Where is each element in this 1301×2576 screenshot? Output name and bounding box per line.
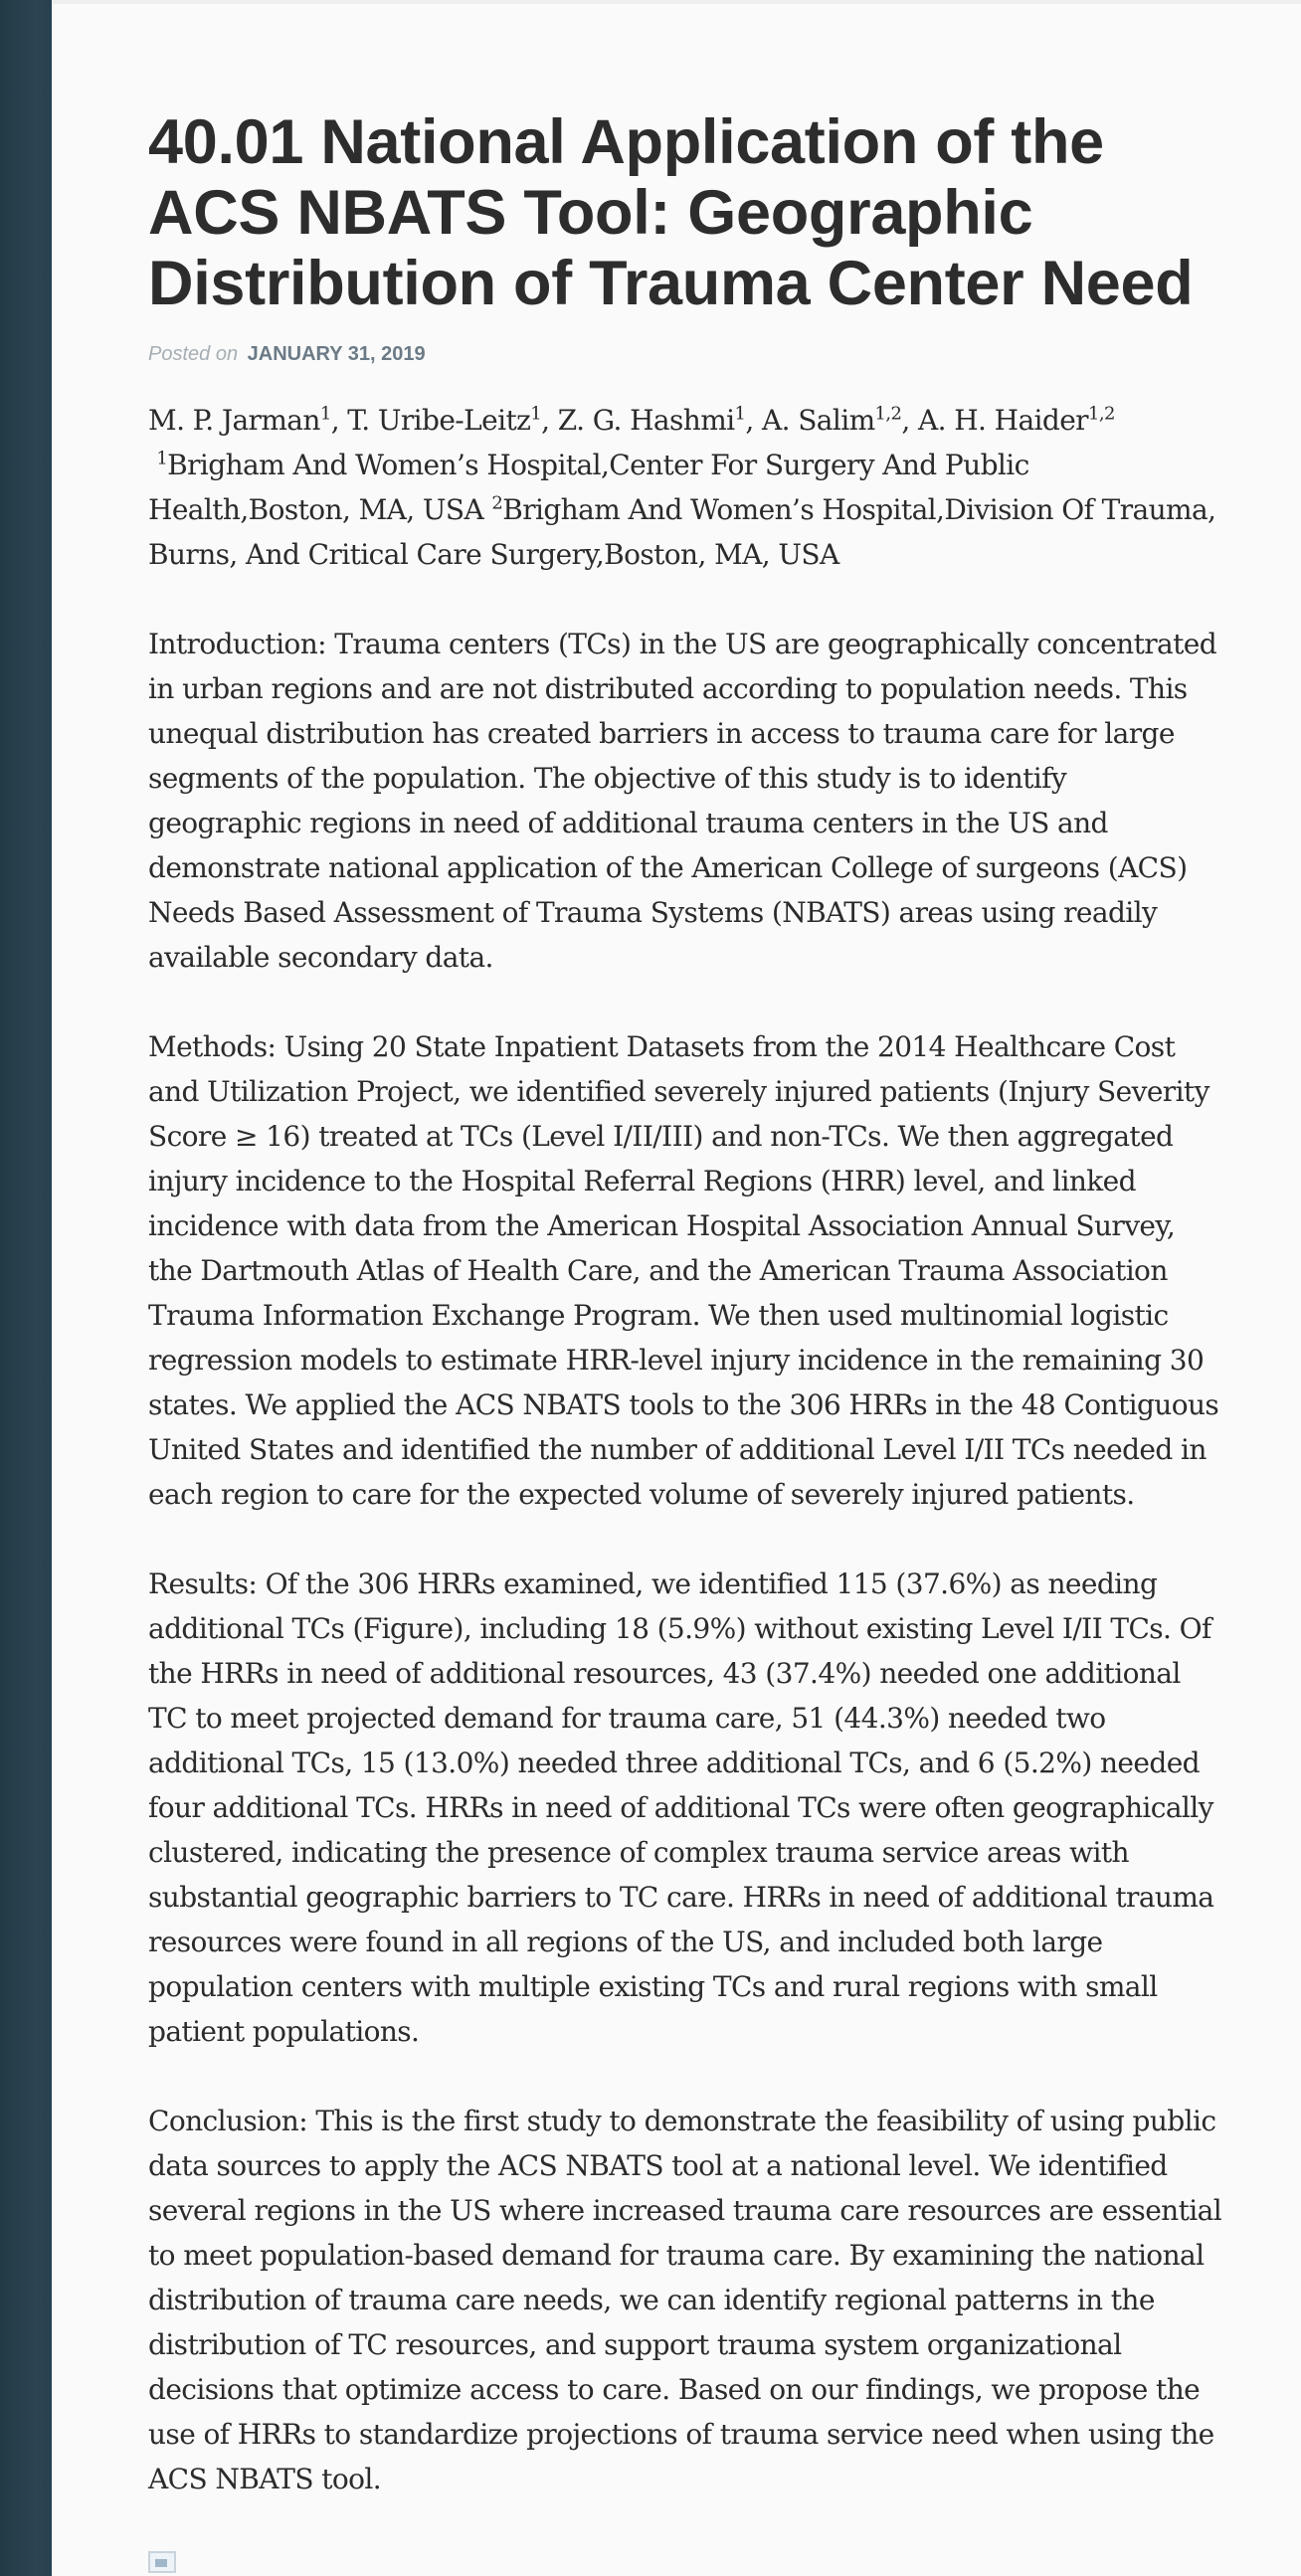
affiliation-text: Brigham And Women’s Hospital,Center For Surgery And Public Health,Boston, MA, USA: [148, 449, 1029, 526]
methods-paragraph: Methods: Using 20 State Inpatient Datasets from the 2014 Healthcare Cost and Utilization Project, we identified severely injured patients (Injury Severity Score ≥ 16) treated at TCs (Level I/II/III) and non-TCs. We then aggregated injury incidence to the Hospital Referral Regions (HRR) level, and linked incidence with data from the American Hospital Association Annual Survey, the Dartmouth Atlas of Health Care, and the American Trauma Association Trauma Information Exchange Program. We then used multinomial logistic regression models to estimate HRR-level injury incidence in the remaining 30 states. We applied the ACS NBATS tools to the 306 HRRs in the 48 Contiguous United States and identified the number of additional Level I/II TCs needed in each region to care for the expected volume of severely injured patients.: [148, 1030, 1219, 1511]
affiliation-number: 1: [156, 448, 168, 469]
author-affiliation-number: 1: [734, 403, 746, 425]
author-separator: ,: [330, 404, 348, 437]
author-name: A. Salim: [761, 404, 875, 437]
posted-label: Posted on: [148, 343, 239, 365]
introduction-paragraph: Introduction: Trauma centers (TCs) in the US are geographically concentrated in urban regions and are not distributed according to population needs. This unequal distribution has created barriers in access to trauma care for large segments of the population. The objective of this study is to identify geographic regions in need of additional trauma centers in the US and demonstrate national application of the American College of surgeons (ACS) Needs Based Assessment of Trauma Systems (NBATS) areas using readily available secondary data.: [148, 628, 1217, 974]
author-block: [148, 398, 1222, 577]
article-title: 40.01 National Application of the ACS NBATS Tool: Geographic Distribution of Trauma Center Need: [148, 107, 1194, 318]
author-name: A. H. Haider: [917, 404, 1088, 437]
content-panel: [52, 0, 1301, 2576]
results-paragraph: Results: Of the 306 HRRs examined, we identified 115 (37.6%) as needing additional TCs (Figure), including 18 (5.9%) without existing Level I/II TCs. Of the HRRs in need of additional resources, 43 (37.4%) needed one additional TC to meet projected demand for trauma care, 51 (44.3%) needed two additional TCs, 15 (13.0%) needed three additional TCs, and 6 (5.2%) needed four additional TCs. HRRs in need of additional TCs were often geographically clustered, indicating the presence of complex trauma service areas with substantial geographic barriers to TC care. HRRs in need of additional trauma resources were found in all regions of the US, and included both large population centers with multiple existing TCs and rural regions with small patient populations.: [148, 1567, 1214, 2048]
author-name: T. Uribe-Leitz: [347, 404, 531, 437]
author-affiliation-number: 1: [319, 403, 331, 425]
author-separator: ,: [541, 404, 558, 437]
post-date-link[interactable]: JANUARY 31, 2019: [247, 343, 426, 365]
article: [148, 107, 1222, 2573]
author-affiliation-number: 1,2: [874, 403, 902, 425]
author-name: M. P. Jarman: [148, 404, 320, 437]
affiliation-number: 2: [491, 492, 503, 514]
author-separator: ,: [901, 404, 918, 437]
author-affiliation-number: 1,2: [1087, 403, 1115, 425]
conclusion-paragraph: Conclusion: This is the first study to demonstrate the feasibility of using public data sources to apply the ACS NBATS tool at a national level. We identified several regions in the US where increased trauma care resources are essential to meet population-based demand for trauma care. By examining the national distribution of trauma care needs, we can identify regional patterns in the distribution of TC resources, and support trauma system organizational decisions that optimize access to care. Based on our findings, we propose the use of HRRs to standardize projections of trauma service need when using the ACS NBATS tool.: [148, 2105, 1222, 2495]
affiliation-text: Brigham And Women’s Hospital,Division Of Trauma, Burns, And Critical Care Surgery,Boston, MA, USA: [148, 493, 1216, 571]
post-meta: [148, 343, 1222, 366]
broken-image-icon[interactable]: [148, 2551, 176, 2573]
author-separator: ,: [745, 404, 762, 437]
left-sidebar: [0, 0, 52, 2576]
author-name: Z. G. Hashmi: [557, 404, 735, 437]
author-affiliation-number: 1: [530, 403, 542, 425]
